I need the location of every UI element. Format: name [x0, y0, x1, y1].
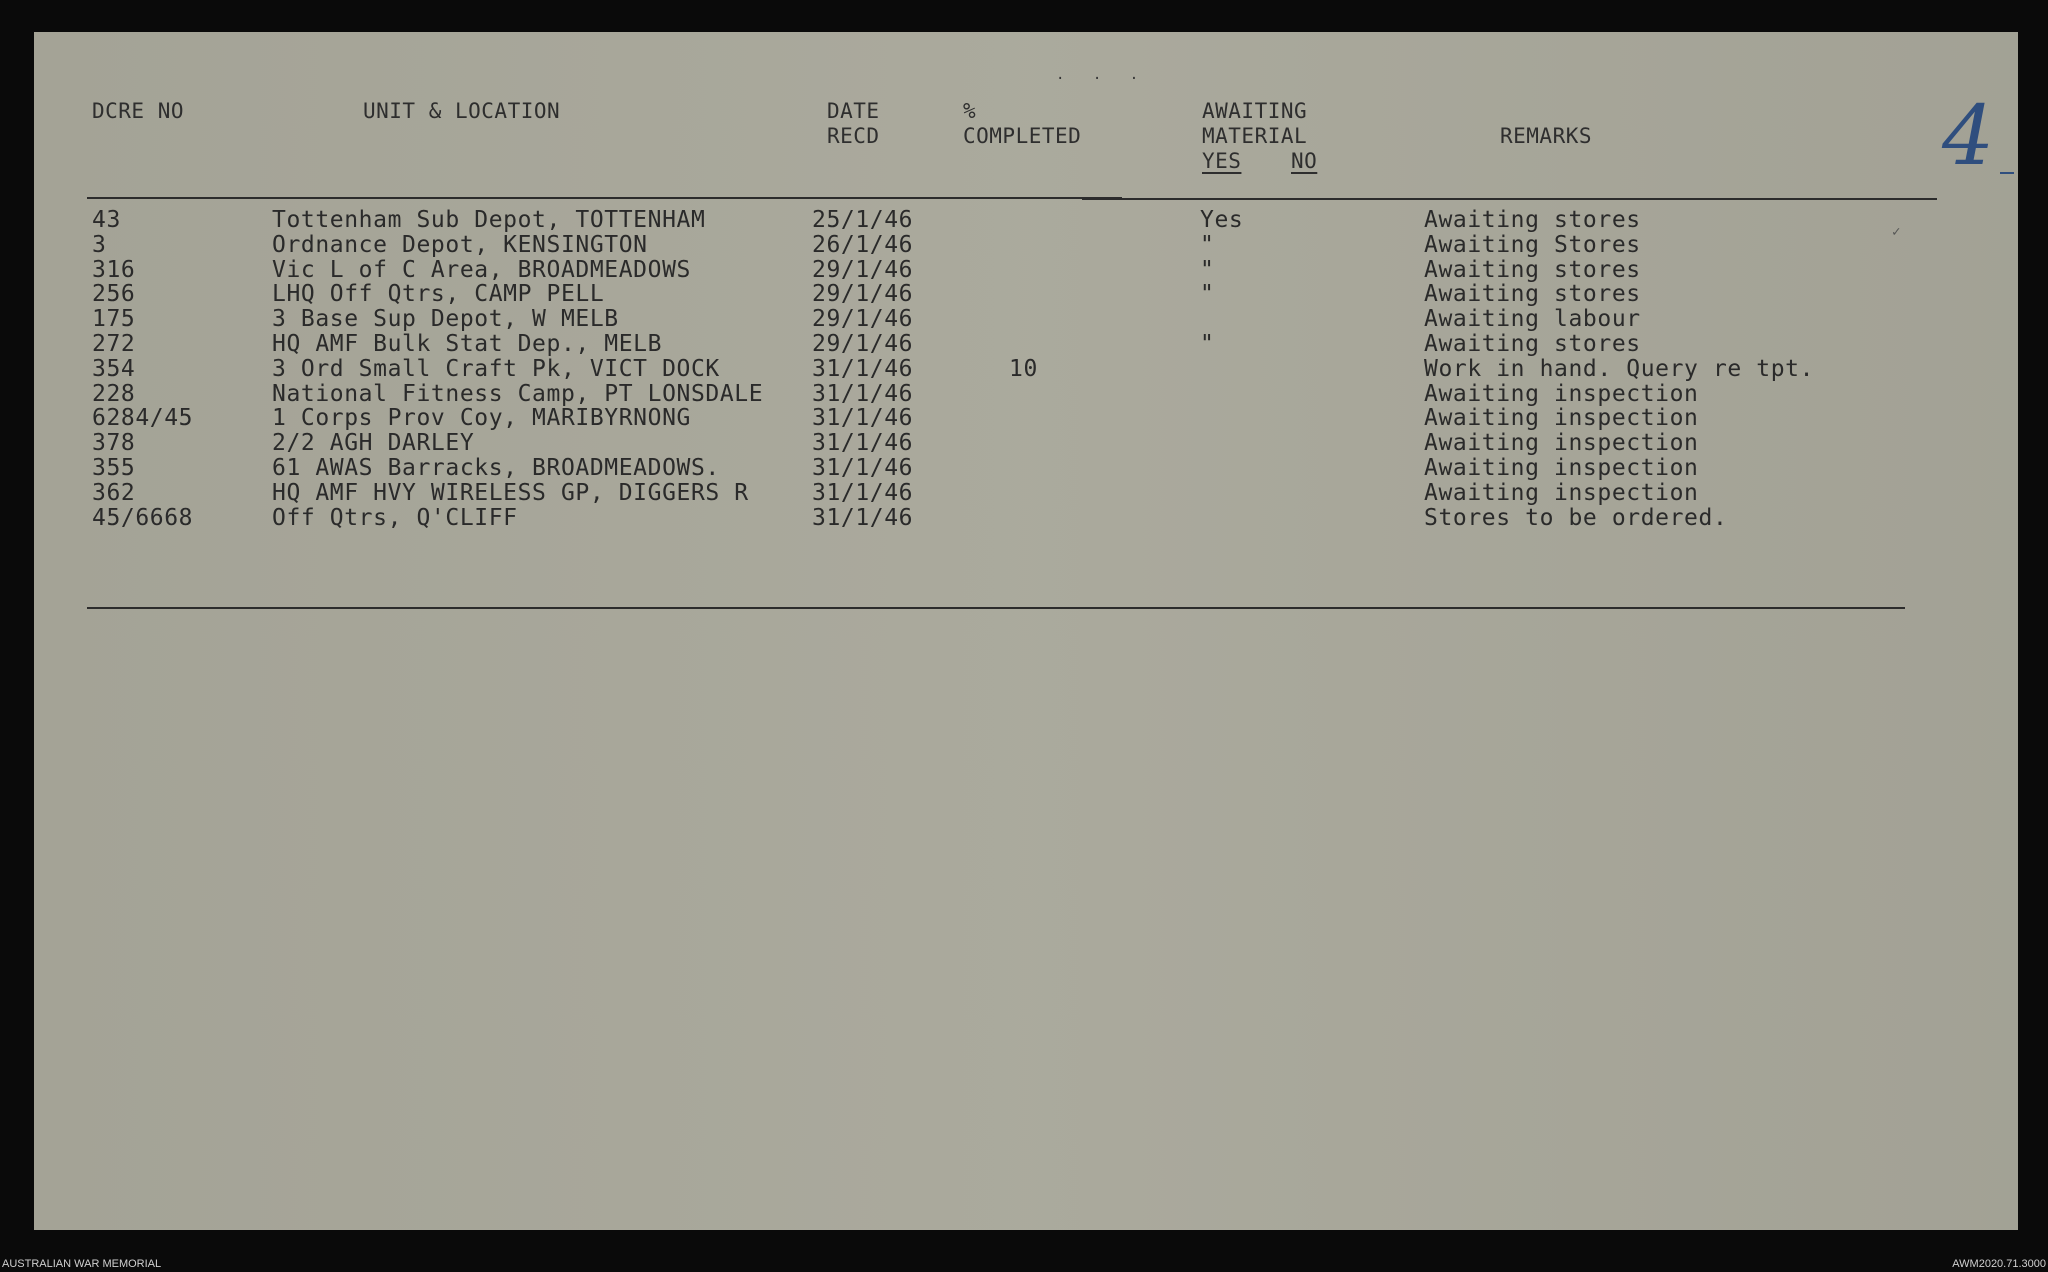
check-mark: ✓: [1892, 224, 1901, 240]
header-date-line1: DATE: [827, 99, 880, 123]
cell-dcre-no: 362: [92, 480, 136, 506]
cell-awaiting-yes: ": [1200, 257, 1215, 283]
header-no: NO: [1291, 149, 1318, 173]
cell-dcre-no: 175: [92, 306, 136, 332]
cell-dcre-no: 378: [92, 430, 136, 456]
cell-date-recd: 29/1/46: [812, 281, 914, 307]
cell-unit-location: National Fitness Camp, PT LONSDALE: [272, 381, 764, 407]
cell-remarks: Awaiting stores: [1424, 257, 1641, 283]
cell-awaiting-yes: Yes: [1200, 207, 1244, 233]
header-rule-right: [1082, 198, 1937, 200]
cell-awaiting-yes: ": [1200, 331, 1215, 357]
header-unit-location: UNIT & LOCATION: [363, 99, 561, 123]
punch-marks: · · ·: [1056, 71, 1149, 87]
cell-remarks: Awaiting stores: [1424, 281, 1641, 307]
header-percent-line1: %: [963, 99, 977, 123]
cell-unit-location: 3 Base Sup Depot, W MELB: [272, 306, 619, 332]
cell-remarks: Work in hand. Query re tpt.: [1424, 356, 1815, 382]
cell-remarks: Awaiting inspection: [1424, 430, 1699, 456]
cell-unit-location: Ordnance Depot, KENSINGTON: [272, 232, 648, 258]
cell-unit-location: 3 Ord Small Craft Pk, VICT DOCK: [272, 356, 720, 382]
cell-unit-location: 1 Corps Prov Coy, MARIBYRNONG: [272, 405, 691, 431]
cell-remarks: Awaiting stores: [1424, 331, 1641, 357]
cell-date-recd: 25/1/46: [812, 207, 914, 233]
cell-date-recd: 31/1/46: [812, 505, 914, 531]
header-rule-left: [87, 197, 1122, 199]
cell-unit-location: Off Qtrs, Q'CLIFF: [272, 505, 518, 531]
cell-dcre-no: 256: [92, 281, 136, 307]
cell-awaiting-yes: ": [1200, 232, 1215, 258]
cell-unit-location: HQ AMF Bulk Stat Dep., MELB: [272, 331, 663, 357]
cell-unit-location: Tottenham Sub Depot, TOTTENHAM: [272, 207, 706, 233]
header-dcre-no: DCRE NO: [92, 99, 185, 123]
cell-date-recd: 31/1/46: [812, 430, 914, 456]
cell-dcre-no: 272: [92, 331, 136, 357]
header-remarks: REMARKS: [1500, 124, 1593, 148]
cell-unit-location: 2/2 AGH DARLEY: [272, 430, 475, 456]
cell-dcre-no: 3: [92, 232, 107, 258]
cell-remarks: Stores to be ordered.: [1424, 505, 1728, 531]
cell-date-recd: 31/1/46: [812, 480, 914, 506]
page-number-dash: [2000, 172, 2014, 174]
cell-dcre-no: 355: [92, 455, 136, 481]
cell-dcre-no: 228: [92, 381, 136, 407]
footer-left: AUSTRALIAN WAR MEMORIAL: [2, 1258, 162, 1270]
header-awaiting-line2: MATERIAL: [1202, 124, 1308, 148]
cell-dcre-no: 45/6668: [92, 505, 194, 531]
cell-unit-location: Vic L of C Area, BROADMEADOWS: [272, 257, 691, 283]
bottom-rule: [87, 607, 1905, 609]
cell-remarks: Awaiting labour: [1424, 306, 1641, 332]
cell-remarks: Awaiting inspection: [1424, 480, 1699, 506]
cell-unit-location: LHQ Off Qtrs, CAMP PELL: [272, 281, 605, 307]
cell-remarks: Awaiting Stores: [1424, 232, 1641, 258]
cell-date-recd: 31/1/46: [812, 455, 914, 481]
cell-remarks: Awaiting inspection: [1424, 405, 1699, 431]
header-date-line2: RECD: [827, 124, 880, 148]
cell-remarks: Awaiting inspection: [1424, 455, 1699, 481]
header-awaiting-line1: AWAITING: [1202, 99, 1308, 123]
cell-date-recd: 29/1/46: [812, 257, 914, 283]
handwritten-page-number: 4: [1942, 89, 1995, 184]
cell-remarks: Awaiting inspection: [1424, 381, 1699, 407]
cell-awaiting-yes: ": [1200, 281, 1215, 307]
cell-percent-completed: 10: [1009, 356, 1038, 382]
cell-date-recd: 29/1/46: [812, 306, 914, 332]
cell-date-recd: 31/1/46: [812, 381, 914, 407]
cell-dcre-no: 354: [92, 356, 136, 382]
cell-date-recd: 29/1/46: [812, 331, 914, 357]
cell-dcre-no: 43: [92, 207, 121, 233]
cell-remarks: Awaiting stores: [1424, 207, 1641, 233]
header-yes: YES: [1202, 149, 1242, 173]
document-page: [34, 32, 2018, 1230]
cell-dcre-no: 316: [92, 257, 136, 283]
cell-date-recd: 31/1/46: [812, 356, 914, 382]
cell-unit-location: 61 AWAS Barracks, BROADMEADOWS.: [272, 455, 720, 481]
cell-dcre-no: 6284/45: [92, 405, 194, 431]
header-percent-line2: COMPLETED: [963, 124, 1082, 148]
cell-unit-location: HQ AMF HVY WIRELESS GP, DIGGERS R: [272, 480, 749, 506]
cell-date-recd: 26/1/46: [812, 232, 914, 258]
footer-right: AWM2020.71.3000: [1952, 1258, 2046, 1270]
cell-date-recd: 31/1/46: [812, 405, 914, 431]
